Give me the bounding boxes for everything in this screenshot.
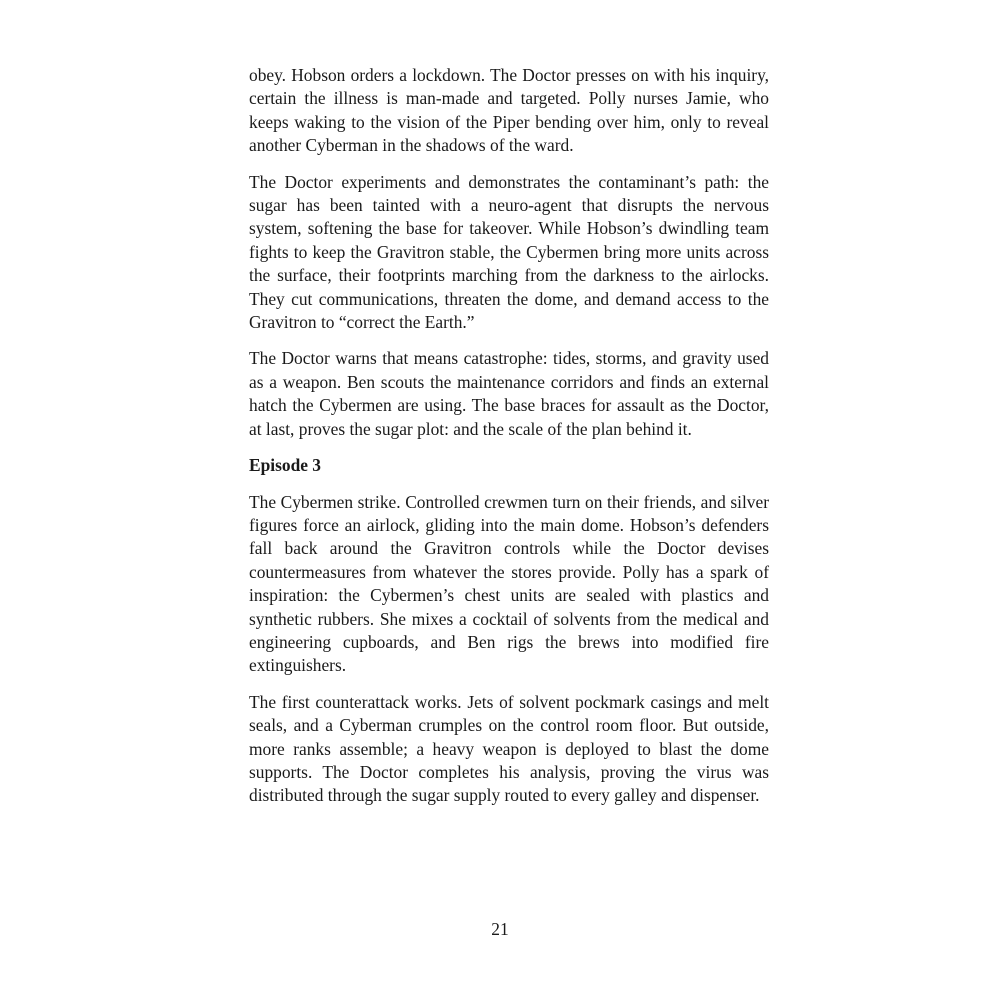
section-heading: Episode 3 [249,455,321,476]
body-paragraph: The first counterattack works. Jets of solvent pockmark casings and melt seals, and a Cyberman crumples on the control room floor. But outside, more ranks assemble; a heavy weapon is deployed to blast the dome supports. The Doctor completes his analysis, proving the virus was distributed through the sugar supply routed to every galley and dispenser. [249,691,769,806]
body-paragraph: The Cybermen strike. Controlled crewmen turn on their friends, and silver figures force an airlock, gliding into the main dome. Hobson’s defenders fall back around the Gravitron controls while the Doctor devises countermeasures from whatever the stores provide. Polly has a spark of inspiration: the Cybermen’s chest units are sealed with plastics and synthetic rubbers. She mixes a cocktail of solvents from the medical and engineering cupboards, and Ben rigs the brews into modified fire extinguishers. [249,491,769,676]
body-paragraph: The Doctor experiments and demonstrates the contaminant’s path: the sugar has been tainted with a neuro-agent that disrupts the nervous system, softening the base for takeover. While Hobson’s dwindling team fights to keep the Gravitron stable, the Cybermen bring more units across the surface, their footprints marching from the darkness to the airlocks. They cut communications, threaten the dome, and demand access to the Gravitron to “correct the Earth.” [249,171,769,333]
page-number: 21 [491,919,509,939]
page-body [249,64,769,821]
body-paragraph: obey. Hobson orders a lockdown. The Doctor presses on with his inquiry, certain the illness is man-made and targeted. Polly nurses Jamie, who keeps waking to the vision of the Piper bending over him, only to reveal another Cyberman in the shadows of the ward. [249,65,769,156]
body-paragraph: The Doctor warns that means catastrophe: tides, storms, and gravity used as a weapon. Ben scouts the maintenance corridors and finds an external hatch the Cybermen are using. The base braces for assault as the Doctor, at last, proves the sugar plot: and the scale of the plan behind it. [249,348,769,439]
